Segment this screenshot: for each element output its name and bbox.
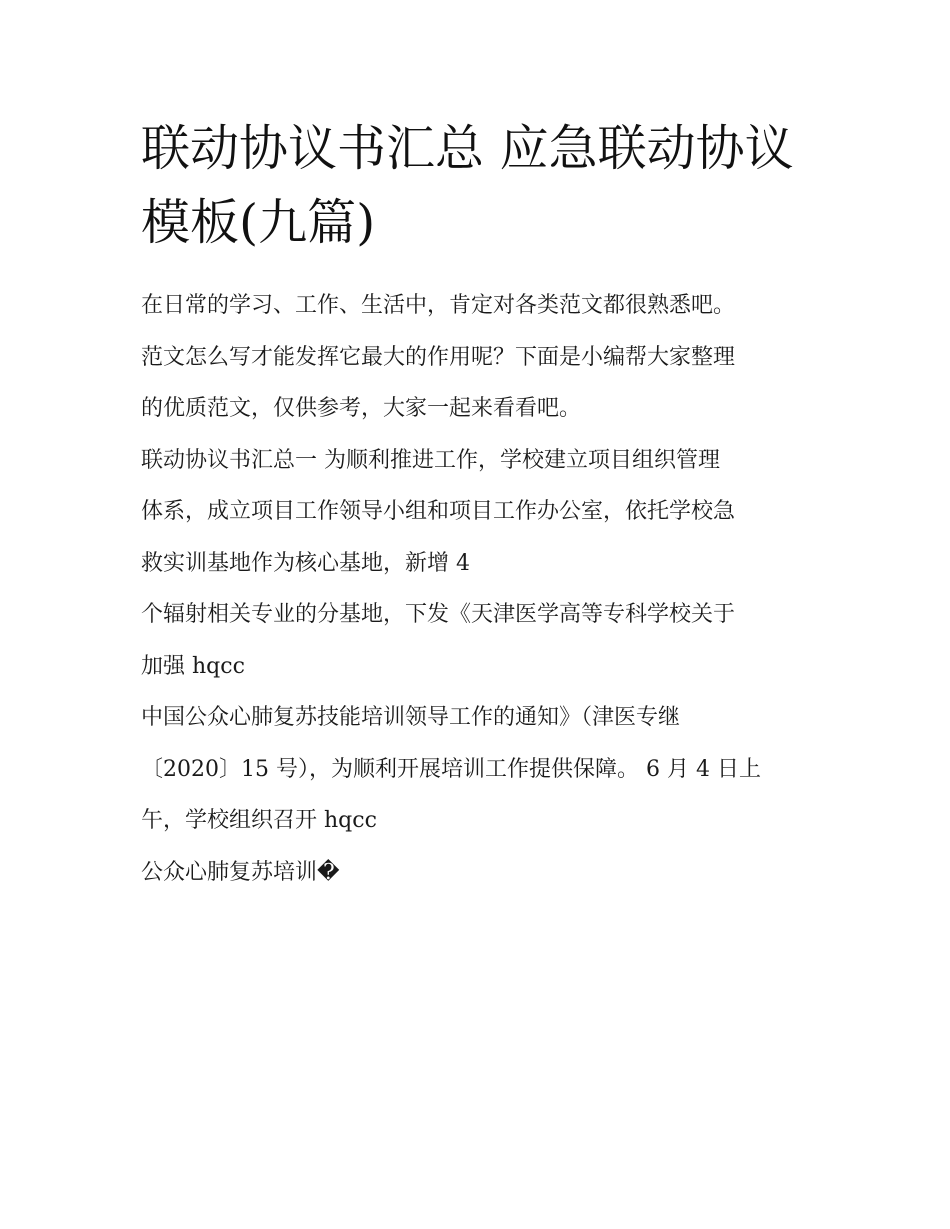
body-line: 中国公众心肺复苏技能培训领导工作的通知》（津医专继: [141, 705, 681, 730]
document-title: [141, 112, 841, 260]
body-line: 个辐射相关专业的分基地，下发《天津医学高等专科学校关于: [141, 602, 736, 627]
body-line: 联动协议书汇总一 为顺利推进工作，学校建立项目组织管理: [141, 447, 720, 473]
body-line: 的优质范文，仅供参考，大家一起来看看吧。: [141, 396, 582, 421]
title-line-2: 模板(九篇): [141, 194, 376, 251]
body-line: 午，学校组织召开 hqcc: [141, 808, 377, 833]
document-body: [141, 280, 821, 898]
body-line: 加强 hqcc: [141, 653, 245, 679]
body-line: 公众心肺复苏培训�: [141, 859, 340, 885]
body-line: 范文怎么写才能发挥它最大的作用呢？下面是小编帮大家整理: [141, 344, 736, 370]
body-line: 〔2020〕15 号），为顺利开展培训工作提供保障。 6 月 4 日上: [141, 756, 761, 782]
body-line: 救实训基地作为核心基地，新增 4: [141, 550, 470, 576]
title-line-1: 联动协议书汇总 应急联动协议: [141, 120, 794, 177]
body-line: 体系，成立项目工作领导小组和项目工作办公室，依托学校急: [141, 499, 736, 524]
body-line: 在日常的学习、工作、生活中，肯定对各类范文都很熟悉吧。: [141, 293, 736, 318]
